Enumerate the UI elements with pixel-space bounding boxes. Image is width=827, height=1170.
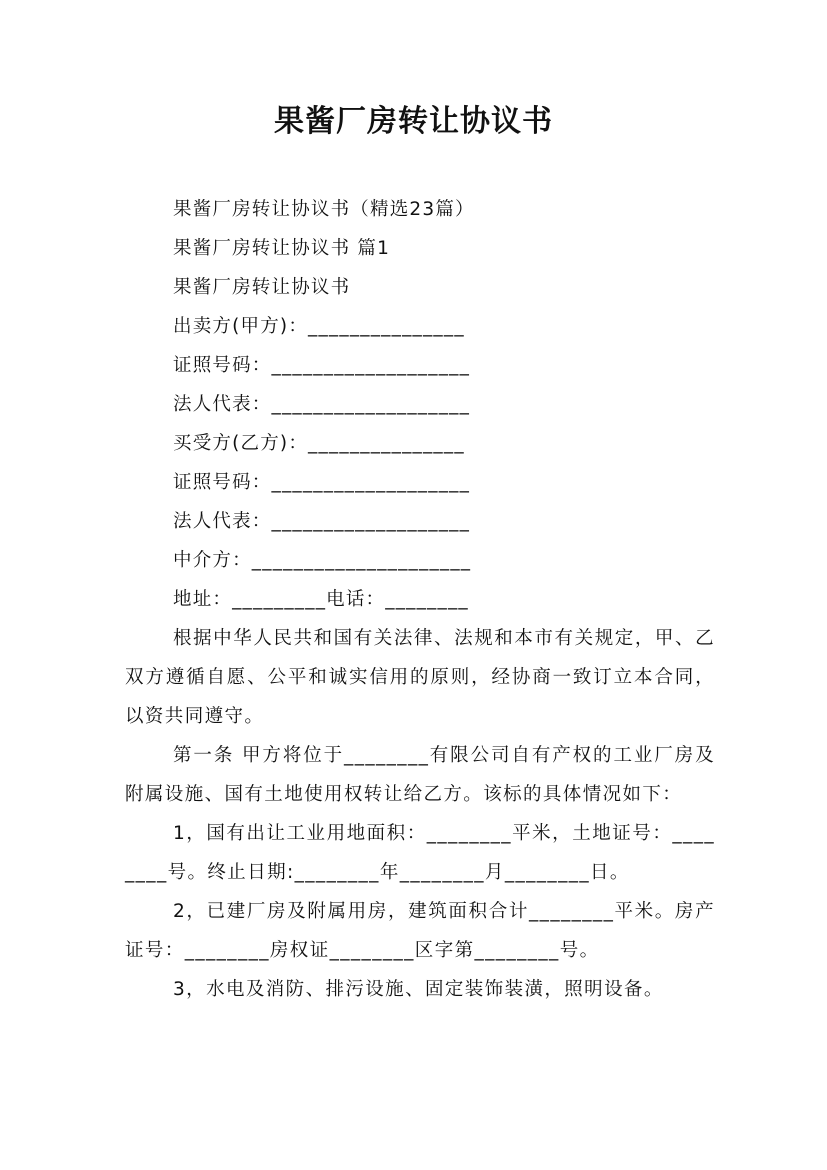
land-area-paragraph: 1，国有出让工业用地面积：________平米，土地证号：________号。终止日期:________年________月________日。	[125, 823, 715, 883]
agreement-heading: 果酱厂房转让协议书	[173, 277, 351, 298]
building-area-paragraph: 2，已建厂房及附属用房，建筑面积合计________平米。房产证号：________房权证________区字第________号。	[125, 901, 715, 961]
subtitle-line: 果酱厂房转让协议书（精选23篇）	[173, 199, 475, 220]
address-phone-field: 地址：_________电话：________	[173, 589, 469, 610]
seller-field: 出卖方(甲方)：_______________	[173, 316, 465, 337]
facilities-paragraph: 3，水电及消防、排污设施、固定装饰装潢，照明设备。	[173, 979, 664, 1000]
seller-representative-field: 法人代表：___________________	[173, 394, 471, 415]
preamble-paragraph: 根据中华人民共和国有关法律、法规和本市有关规定，甲、乙双方遵循自愿、公平和诚实信用的原则，经协商一致订立本合同，以资共同遵守。	[125, 628, 715, 727]
buyer-license-field: 证照号码：___________________	[173, 472, 471, 493]
article-one-paragraph: 第一条 甲方将位于________有限公司自有产权的工业厂房及附属设施、国有土地使用权转让给乙方。该标的具体情况如下：	[125, 745, 715, 805]
buyer-field: 买受方(乙方)：_______________	[173, 433, 465, 454]
document-body	[125, 190, 715, 1009]
section-heading: 果酱厂房转让协议书 篇1	[173, 238, 391, 259]
document-title: 果酱厂房转让协议书	[274, 104, 553, 139]
buyer-representative-field: 法人代表：___________________	[173, 511, 471, 532]
intermediary-field: 中介方：_____________________	[173, 550, 472, 571]
seller-license-field: 证照号码：___________________	[173, 355, 471, 376]
